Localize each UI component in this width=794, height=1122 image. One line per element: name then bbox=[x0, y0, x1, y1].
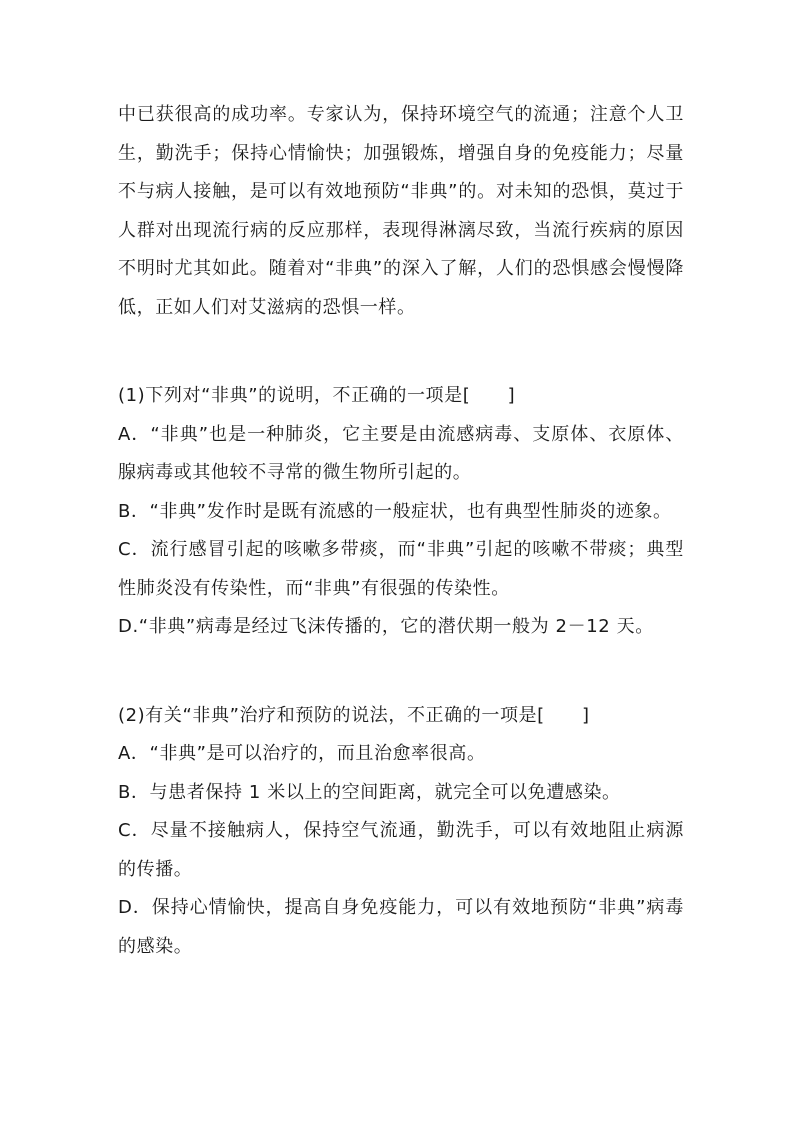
question-1-stem: (1)下列对“非典”的说明，不正确的一项是[ ] bbox=[118, 385, 516, 406]
question-2-option-c: C．尽量不接触病人，保持空气流通，勤洗手，可以有效地阻止病源的传播。 bbox=[118, 820, 684, 880]
question-2-option-d: D．保持心情愉快，提高自身免疫能力，可以有效地预防“非典”病毒的感染。 bbox=[118, 897, 684, 957]
question-1-option-a: A．“非典”也是一种肺炎，它主要是由流感病毒、支原体、衣原体、腺病毒或其他较不寻常的微生物所引起的。 bbox=[118, 423, 684, 483]
question-2-option-b: B．与患者保持 1 米以上的空间距离，就完全可以免遭感染。 bbox=[118, 781, 621, 803]
question-2 bbox=[118, 697, 684, 967]
question-2-stem: (2)有关“非典”治疗和预防的说法，不正确的一项是[ ] bbox=[118, 704, 590, 726]
question-1-option-d: D.“非典”病毒是经过飞沫传播的，它的潜伏期一般为 2－12 天。 bbox=[118, 616, 654, 637]
question-1-option-b: B．“非典”发作时是既有流感的一般症状，也有典型性肺炎的迹象。 bbox=[118, 500, 672, 522]
intro-paragraph: 中已获很高的成功率。专家认为，保持环境空气的流通；注意个人卫生，勤洗手；保持心情愉快；加强锻炼，增强自身的免疫能力；尽量不与病人接触，是可以有效地预防“非典”的。对未知的恐惧，莫过于人群对出现流行病的反应那样，表现得淋漓尽致，当流行疾病的原因不明时尤其如此。随着对“非典”的深入了解，人们的恐惧感会慢慢降低，正如人们对艾滋病的恐惧一样。 bbox=[118, 104, 684, 318]
question-2-option-a: A．“非典”是可以治疗的，而且治愈率很高。 bbox=[118, 743, 486, 764]
document-content bbox=[118, 96, 684, 966]
question-1 bbox=[118, 377, 684, 647]
question-1-option-c: C．流行感冒引起的咳嗽多带痰，而“非典”引起的咳嗽不带痰；典型性肺炎没有传染性，而“非典”有很强的传染性。 bbox=[118, 539, 684, 599]
